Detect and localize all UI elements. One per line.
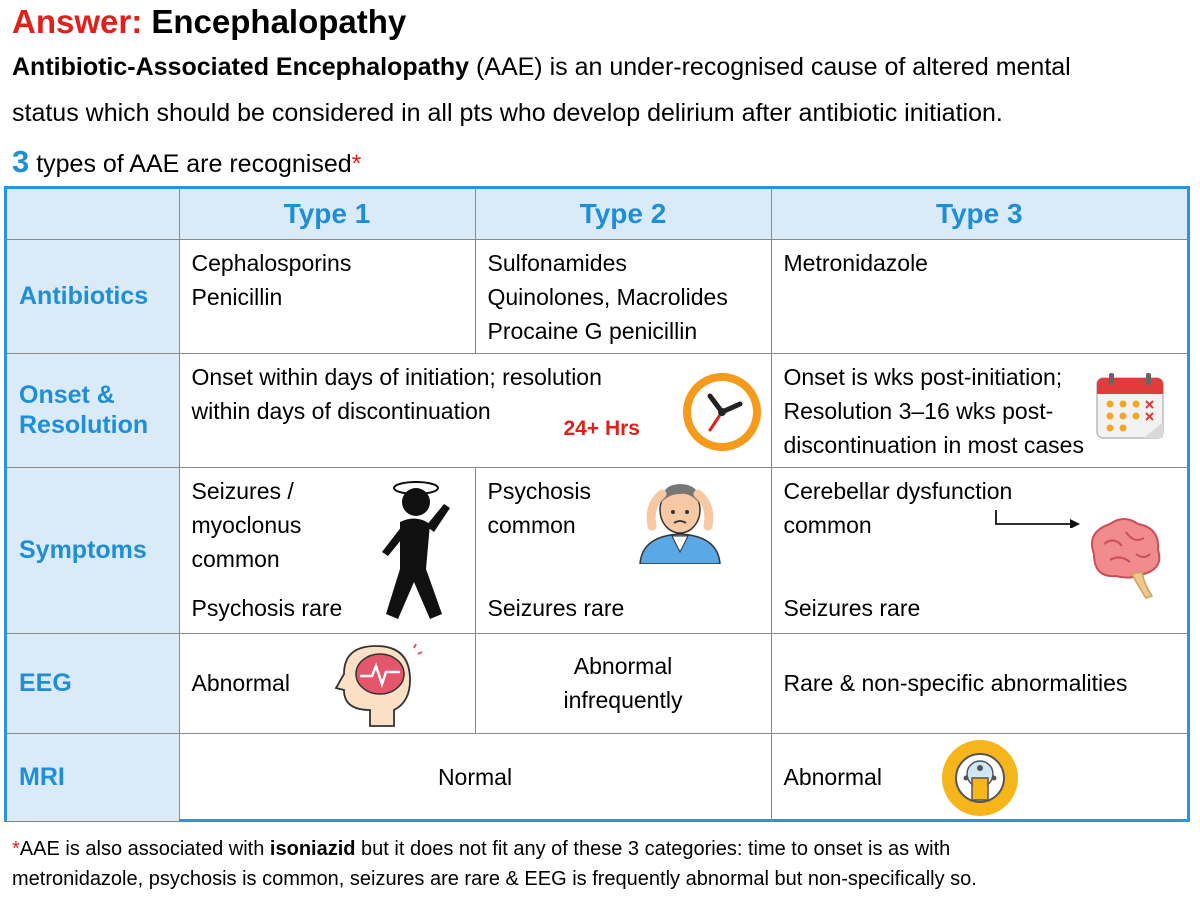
row-symptoms [7, 467, 1187, 633]
brain-icon [1080, 514, 1164, 602]
footnote-part-2: but it does not fit any of these 3 categories: time to onset is as with [355, 838, 951, 860]
ab-t3-line: Metronidazole [783, 249, 928, 276]
intro-bold-term: Antibiotic-Associated Encephalopathy [12, 53, 470, 81]
ab-t2-line: Procaine G penicillin [487, 317, 698, 344]
eeg-type-2 [475, 633, 771, 733]
antibiotics-type-2 [475, 239, 771, 353]
onset-t3-line: Resolution 3–16 wks post- [783, 397, 1054, 424]
footnote-line-2: metronidazole, psychosis is common, seizures are rare & EEG is frequently abnormal but non-specifically so. [12, 868, 977, 890]
duration-badge: 24+ Hrs [563, 416, 640, 440]
mri-scanner-icon [940, 738, 1020, 818]
types-text: types of AAE are recognised [29, 150, 352, 178]
eeg-t2-line: infrequently [563, 687, 683, 713]
answer-text: Encephalopathy [151, 3, 407, 40]
header-type-1: Type 1 [179, 189, 475, 239]
eeg-type-3: Rare & non-specific abnormalities [771, 633, 1187, 733]
types-count: 3 [12, 144, 30, 179]
antibiotics-type-1 [179, 239, 475, 353]
onset-t3-line: Onset is wks post-initiation; [783, 363, 1063, 390]
label-eeg: EEG [7, 633, 179, 733]
row-antibiotics [7, 239, 1187, 353]
row-onset [7, 353, 1187, 467]
mri-t3-text: Abnormal [783, 764, 882, 791]
onset-t12-line: within days of discontinuation [191, 397, 491, 424]
answer-prefix: Answer: [12, 3, 143, 40]
dizzy-person-icon [368, 474, 460, 624]
onset-t12-line: Onset within days of initiation; resolution [191, 363, 602, 390]
sym-t3-bottom: Seizures rare [783, 594, 921, 621]
types-star: * [351, 150, 362, 178]
page-title [12, 2, 406, 42]
intro-paragraph [12, 50, 1192, 84]
label-antibiotics: Antibiotics [7, 239, 179, 353]
onset-type-3 [771, 353, 1187, 467]
row-mri [7, 733, 1187, 821]
sym-t1-bottom: Psychosis rare [191, 594, 343, 621]
ab-t1-line: Cephalosporins [191, 249, 352, 276]
footnote-line-1 [12, 834, 1192, 864]
aae-table [4, 186, 1190, 822]
label-resolution-line: Resolution [19, 411, 149, 439]
calendar-icon [1094, 372, 1172, 444]
footnote-bold: isoniazid [269, 838, 356, 860]
clock-icon [680, 370, 764, 454]
sym-t3-line: common [783, 511, 872, 538]
eeg-t2-line: Abnormal [573, 653, 673, 679]
stressed-person-icon [632, 476, 728, 564]
sym-t3-line: Cerebellar dysfunction [783, 477, 1013, 504]
label-onset-line: Onset & [19, 381, 115, 409]
sym-t2-line: common [487, 511, 576, 538]
sym-t2-line: Psychosis [487, 477, 592, 504]
onset-t3-line: discontinuation in most cases [783, 431, 1084, 458]
symptoms-type-1 [179, 467, 475, 633]
row-eeg [7, 633, 1187, 733]
mri-type-1-2: Normal [179, 733, 771, 821]
types-line [12, 142, 361, 184]
arrow-right-icon [994, 508, 1084, 528]
ab-t1-line: Penicillin [191, 283, 283, 310]
ab-t2-line: Sulfonamides [487, 249, 627, 276]
footnote [12, 834, 1192, 894]
sym-t1-line: common [191, 545, 280, 572]
ab-t2-line: Quinolones, Macrolides [487, 283, 728, 310]
onset-type-1-2 [179, 353, 771, 467]
eeg-type-1 [179, 633, 475, 733]
header-type-3: Type 3 [771, 189, 1187, 239]
intro-rest: (AAE) is an under-recognised cause of altered mental [469, 53, 1071, 81]
sym-t1-line: Seizures / [191, 477, 294, 504]
label-symptoms: Symptoms [7, 467, 179, 633]
antibiotics-type-3 [771, 239, 1187, 353]
footnote-part-1: AAE is also associated with [19, 838, 270, 860]
symptoms-type-3 [771, 467, 1187, 633]
head-brain-icon [330, 640, 424, 728]
mri-type-3 [771, 733, 1187, 821]
eeg-t1-text: Abnormal [191, 670, 290, 696]
symptoms-type-2 [475, 467, 771, 633]
intro-line-2: status which should be considered in all pts who develop delirium after antibiotic initiation. [12, 99, 1003, 127]
header-type-2: Type 2 [475, 189, 771, 239]
label-mri: MRI [7, 733, 179, 821]
header-empty [7, 189, 179, 239]
label-onset-resolution [7, 353, 179, 467]
sym-t2-bottom: Seizures rare [487, 594, 625, 621]
footnote-star: * [12, 838, 20, 860]
sym-t1-line: myoclonus [191, 511, 302, 538]
